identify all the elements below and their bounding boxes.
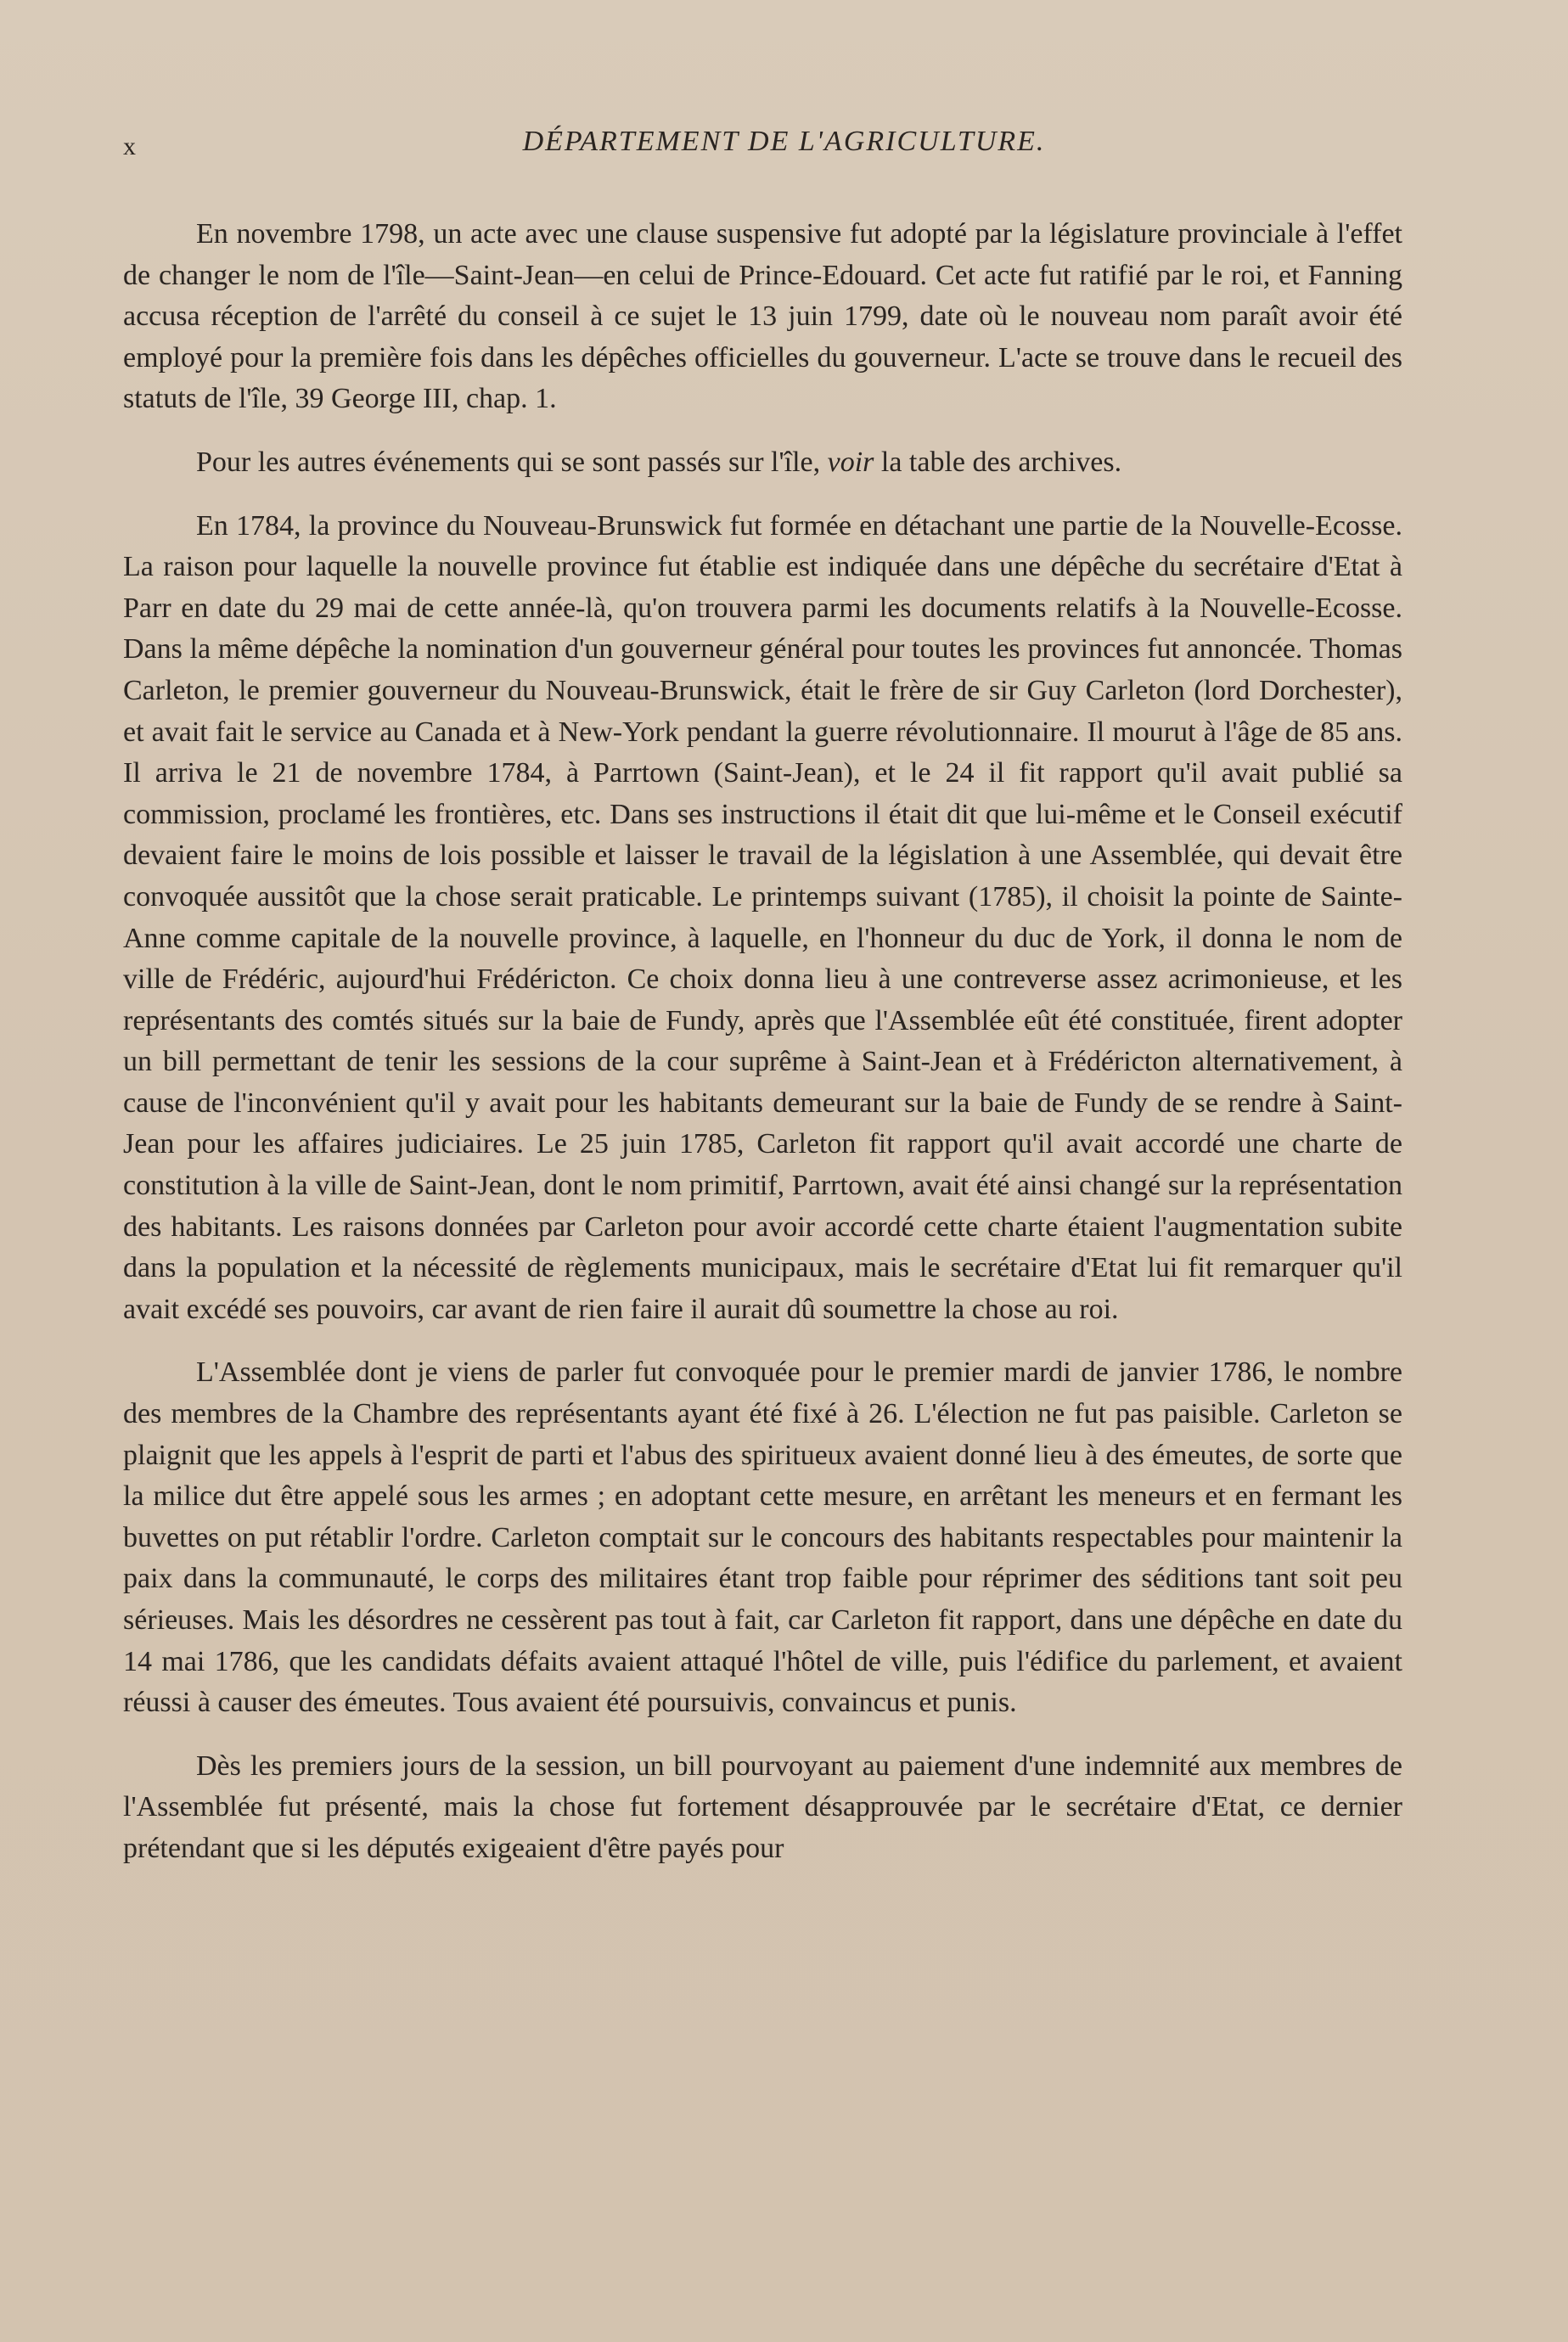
paragraph-1: En novembre 1798, un acte avec une clause suspensive fut adopté par la législature provinciale à l'effet de changer le nom de l'île—Saint-Jean—en celui de Prince-Edouard. Cet acte fut ratifié par le roi, et Fanning accusa réception de l'arrêté du conseil à ce sujet le 13 juin 1799, date où le nouveau nom paraît avoir été employé pour la première fois dans les dépêches officielles du gouverneur. L'acte se trouve dans le recueil des statuts de l'île, 39 George III, chap. 1. xyxy=(123,218,1402,415)
running-title: DÉPARTEMENT DE L'AGRICULTURE. xyxy=(522,126,1046,157)
paragraph-2-italic: voir xyxy=(827,446,874,478)
paragraph-5: Dès les premiers jours de la session, un bill pourvoyant au paiement d'une indemnité aux membres de l'Assemblée fut présenté, mais la chose fut fortement désapprouvée par le secrétaire d'Etat, ce dernier prétendant que si les députés exigeaient d'être payés pour xyxy=(123,1749,1402,1864)
body-text xyxy=(123,214,1402,1892)
paragraph-3: En 1784, la province du Nouveau-Brunswick fut formée en détachant une partie de la Nouvelle-Ecosse. La raison pour laquelle la nouvelle province fut établie est indiquée dans une dépêche du secrétaire d'Etat à Parr en date du 29 mai de cette année-là, qu'on trouvera parmi les documents relatifs à la Nouvelle-Ecosse. Dans la même dépêche la nomination d'un gouverneur général pour toutes les provinces fut annoncée. Thomas Carleton, le premier gouverneur du Nouveau-Brunswick, était le frère de sir Guy Carleton (lord Dorchester), et avait fait le service au Canada et à New-York pendant la guerre révolutionnaire. Il mourut à l'âge de 85 ans. Il arriva le 21 de novembre 1784, à Parrtown (Saint-Jean), et le 24 il fit rapport qu'il avait publié sa commission, proclamé les frontières, etc. Dans ses instructions il était dit que lui-même et le Conseil exécutif devaient faire le moins de lois possible et laisser le travail de la législation à une Assemblée, qui devait être convoquée aussitôt que la chose serait praticable. Le printemps suivant (1785), il choisit la pointe de Sainte-Anne comme capitale de la nouvelle province, à laquelle, en l'honneur du duc de York, il donna le nom de ville de Frédéric, aujourd'hui Frédéricton. Ce choix donna lieu à une contreverse assez acrimonieuse, et les représentants des comtés situés sur la baie de Fundy, après que l'Assemblée eût été constituée, firent adopter un bill permettant de tenir les sessions de la cour suprême à Saint-Jean et à Frédéricton alternativement, à cause de l'inconvénient qu'il y avait pour les habitants demeurant sur la baie de Fundy de se rendre à Saint-Jean pour les affaires judiciaires. Le 25 juin 1785, Carleton fit rapport qu'il avait accordé une charte de constitution à la ville de Saint-Jean, dont le nom primitif, Parrtown, avait été ainsi changé sur la représentation des habitants. Les raisons données par Carleton pour avoir accordé cette charte étaient l'augmentation subite dans la population et la nécessité de règlements municipaux, mais le secrétaire d'Etat lui fit remarquer qu'il avait excédé ses pouvoirs, car avant de rien faire il aurait dû soumettre la chose au roi. xyxy=(123,509,1402,1325)
paragraph-2-text: Pour les autres événements qui se sont passés sur l'île, xyxy=(196,446,828,478)
page-number: x xyxy=(123,132,137,160)
page-header xyxy=(0,126,1568,168)
paragraph-2-text-end: la table des archives. xyxy=(874,446,1122,478)
paragraph-2 xyxy=(123,442,1402,484)
paragraph-4: L'Assemblée dont je viens de parler fut convoquée pour le premier mardi de janvier 1786, le nombre des membres de la Chambre des représentants ayant été fixé à 26. L'élection ne fut pas paisible. Carleton se plaignit que les appels à l'esprit de parti et l'abus des spiritueux avaient donné lieu à des émeutes, de sorte que la milice dut être appelé sous les armes ; en adoptant cette mesure, en arrêtant les meneurs et en fermant les buvettes on put rétablir l'ordre. Carleton comptait sur le concours des habitants respectables pour maintenir la paix dans la communauté, le corps des militaires étant trop faible pour réprimer des séditions tant soit peu sérieuses. Mais les désordres ne cessèrent pas tout à fait, car Carleton fit rapport, dans une dépêche en date du 14 mai 1786, que les candidats défaits avaient attaqué l'hôtel de ville, puis l'édifice du parlement, et avaient réussi à causer des émeutes. Tous avaient été poursuivis, convaincus et punis. xyxy=(123,1356,1402,1719)
